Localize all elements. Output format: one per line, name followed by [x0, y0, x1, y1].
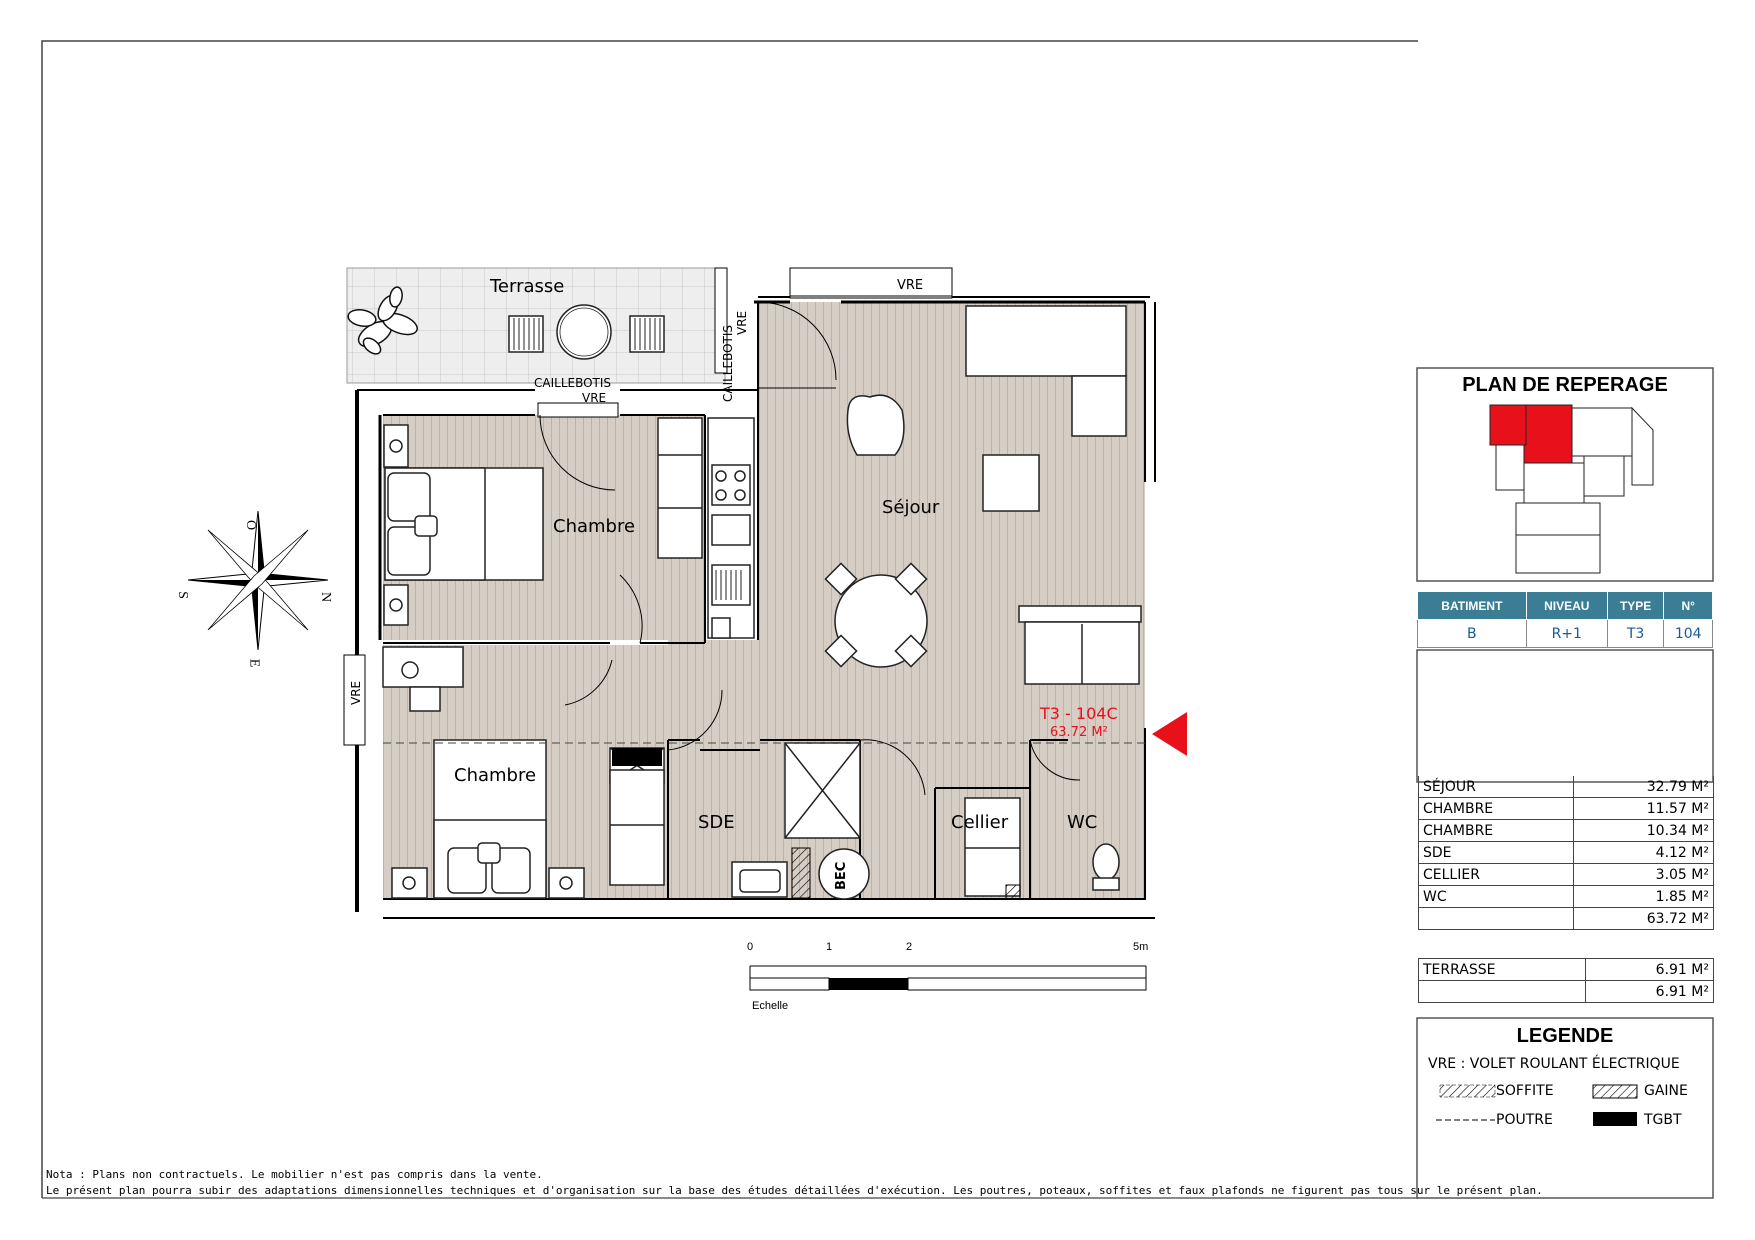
area-name: CHAMBRE [1419, 820, 1574, 842]
compass-east: E [246, 658, 262, 668]
area-value: 3.05 M² [1574, 864, 1714, 886]
area-row [1419, 864, 1714, 886]
area-value: 11.57 M² [1574, 798, 1714, 820]
header-batiment: BATIMENT [1418, 592, 1527, 620]
room-label-wc: WC [1067, 812, 1098, 833]
toilet-icon [1093, 844, 1119, 890]
bed-icon [434, 740, 546, 898]
lounge-chair-icon [630, 316, 664, 352]
scale-tick-1: 1 [826, 941, 833, 953]
washbasin-icon [732, 862, 787, 897]
room-label-cellier: Cellier [951, 812, 1009, 833]
value-type: T3 [1607, 620, 1664, 648]
info-frame [1417, 650, 1713, 782]
shower-icon [785, 743, 860, 838]
area-total: 63.72 M² [1574, 908, 1714, 930]
exterior-value: 6.91 M² [1586, 959, 1714, 981]
tgbt-symbol [612, 748, 662, 766]
area-row [1419, 842, 1714, 864]
compass-south: S [174, 591, 190, 599]
value-niveau: R+1 [1526, 620, 1607, 648]
terrace-table-icon [557, 305, 611, 359]
bec-label: BEC [834, 861, 849, 890]
scale-tick-2: 2 [906, 941, 913, 953]
lot-id-table [1417, 591, 1713, 648]
scale-bar [750, 966, 1146, 990]
room-label-sde: SDE [698, 812, 735, 833]
compass-west: O [243, 519, 259, 531]
compass-rose [188, 511, 328, 650]
vre-label-left: VRE [349, 680, 363, 705]
compass-north: N [318, 591, 334, 603]
area-name: WC [1419, 886, 1574, 908]
header-niveau: NIVEAU [1526, 592, 1607, 620]
area-row [1419, 886, 1714, 908]
legend-tgbt: TGBT [1644, 1112, 1682, 1128]
legend-vre: VRE : VOLET ROULANT ÉLECTRIQUE [1428, 1056, 1680, 1072]
wardrobe [610, 748, 664, 885]
legend-poutre: POUTRE [1496, 1112, 1553, 1128]
bed-icon [385, 468, 543, 580]
vre-label-top: VRE [897, 278, 924, 293]
tv-cabinet-icon [1019, 606, 1141, 684]
reperage-title: PLAN DE REPERAGE [1462, 374, 1668, 396]
room-label-chambre-2: Chambre [454, 765, 537, 786]
area-name: CHAMBRE [1419, 798, 1574, 820]
area-total-row [1419, 908, 1714, 930]
exterior-total-row [1419, 981, 1714, 1003]
kitchen-unit [708, 418, 754, 638]
scale-label: Echelle [752, 1000, 789, 1012]
note-line-2: Le présent plan pourra subir des adaptations dimensionnelles techniques et d'organisation sur la base des études détaillées d'exécution. Les poutres, poteaux, soffites et faux plafonds ne figurent pas tous sur le présent plan. [46, 1184, 1543, 1197]
dining-table-icon [825, 563, 927, 667]
area-row [1419, 820, 1714, 842]
note-line-1: Nota : Plans non contractuels. Le mobilier n'est pas compris dans la vente. [46, 1168, 543, 1181]
area-value: 10.34 M² [1574, 820, 1714, 842]
exterior-name: TERRASSE [1419, 959, 1586, 981]
lounge-chair-icon [509, 316, 543, 352]
exterior-row [1419, 959, 1714, 981]
area-name: SDE [1419, 842, 1574, 864]
scale-tick-5m: 5m [1133, 941, 1149, 953]
lot-code: T3 - 104C [1040, 704, 1118, 723]
lot-area: 63.72 M² [1050, 725, 1108, 740]
coffee-table-icon [983, 455, 1039, 511]
room-label-chambre-1: Chambre [553, 516, 636, 537]
area-table [1418, 776, 1714, 930]
area-row [1419, 776, 1714, 798]
wardrobe [658, 418, 702, 558]
gaine-shaft [792, 848, 810, 898]
gaine-shaft [1006, 885, 1020, 899]
room-label-sejour: Séjour [882, 497, 940, 518]
area-row [1419, 798, 1714, 820]
armchair-icon [847, 395, 903, 455]
exterior-total: 6.91 M² [1586, 981, 1714, 1003]
room-label-terrasse: Terrasse [490, 276, 565, 297]
legend-gaine: GAINE [1644, 1083, 1688, 1099]
area-value: 1.85 M² [1574, 886, 1714, 908]
caillebotis-label-vertical: CAILLEBOTIS [721, 324, 735, 402]
area-value: 32.79 M² [1574, 776, 1714, 798]
vre-label-terrace: VRE [582, 391, 607, 405]
header-type: TYPE [1607, 592, 1664, 620]
header-numero: N° [1664, 592, 1713, 620]
area-name: SÉJOUR [1419, 776, 1574, 798]
legend-soffite: SOFFITE [1496, 1083, 1554, 1099]
value-numero: 104 [1664, 620, 1713, 648]
area-name: CELLIER [1419, 864, 1574, 886]
caillebotis-label: CAILLEBOTIS [534, 376, 612, 390]
vre-label-vertical: VRE [735, 310, 749, 335]
exterior-table [1418, 958, 1714, 1003]
area-value: 4.12 M² [1574, 842, 1714, 864]
value-batiment: B [1418, 620, 1527, 648]
scale-tick-0: 0 [747, 941, 754, 953]
legend-title: LEGENDE [1516, 1025, 1614, 1047]
